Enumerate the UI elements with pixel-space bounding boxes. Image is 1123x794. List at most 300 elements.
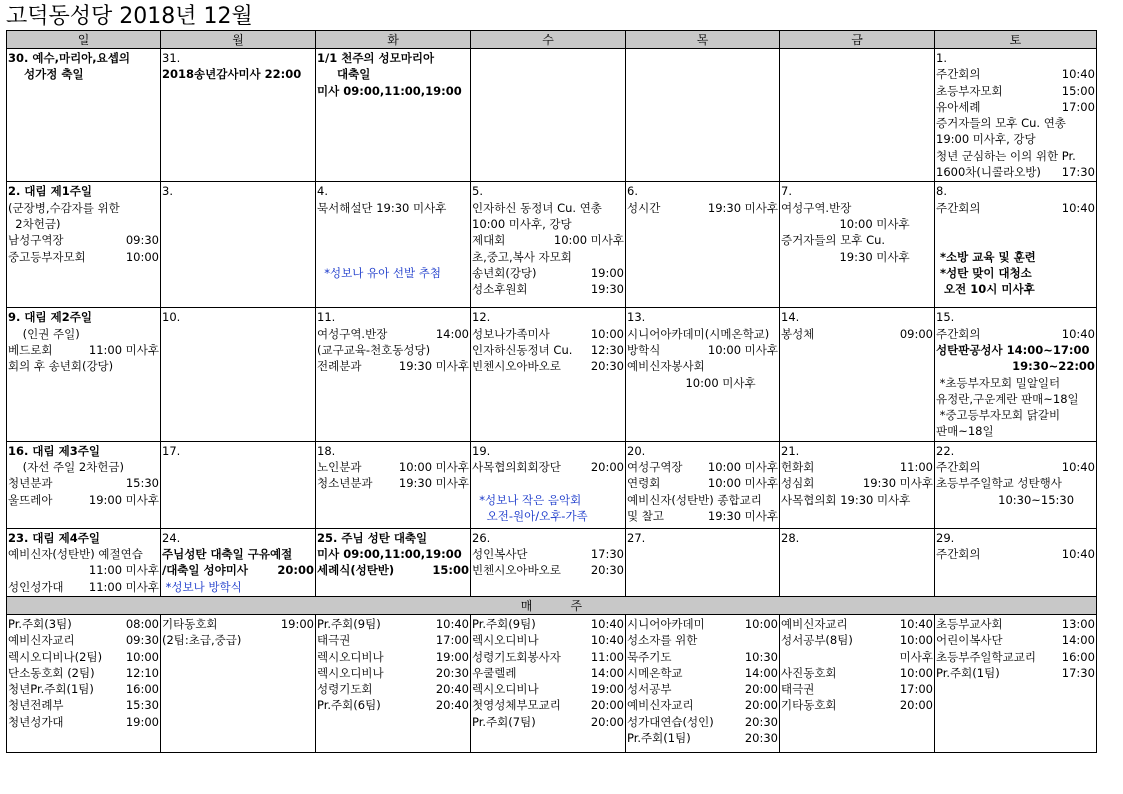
event-time: 09:00: [899, 326, 933, 341]
event-text: 28.: [781, 530, 800, 545]
event-time: 19:30 미사후: [398, 359, 469, 374]
day-cell: [780, 308, 935, 441]
event-line: [317, 697, 469, 713]
event-text: 9. 대림 제2주일: [8, 310, 92, 325]
day-cell: [935, 308, 1097, 441]
event-line: [8, 232, 159, 248]
event-time: 19:30: [590, 282, 624, 297]
event-line: [317, 183, 469, 199]
event-text: *성보나 방학식: [162, 579, 242, 594]
event-line: [472, 632, 624, 648]
event-line: [936, 443, 1095, 459]
event-text: 주간회의: [936, 67, 981, 82]
event-line: [8, 358, 159, 374]
event-line: [627, 309, 778, 325]
event-line: [162, 616, 314, 632]
event-text: 연령회: [627, 476, 661, 491]
event-text: 주간회의: [936, 547, 981, 562]
event-line: [8, 459, 159, 475]
event-time: 12:30: [590, 342, 624, 357]
event-time: 19:00: [280, 616, 314, 631]
event-time: 17:00: [899, 682, 933, 697]
event-line: [936, 164, 1095, 180]
event-line: [936, 649, 1095, 665]
weekly-cell: [471, 614, 626, 752]
day-cell: [935, 49, 1097, 182]
day-cell: [935, 441, 1097, 528]
event-text: 오전 10시 미사후: [936, 282, 1035, 297]
event-text: 렉시오디비나: [317, 665, 384, 680]
event-time: 19:00: [435, 649, 469, 664]
event-time: 19:30 미사후: [862, 476, 933, 491]
event-line: [627, 459, 778, 475]
event-text: Pr.주회(6팀): [317, 698, 381, 713]
event-text: 19:00 미사후, 강당: [936, 132, 1036, 147]
event-text: 렉시오디비나: [472, 682, 539, 697]
event-text: 판매~18일: [936, 424, 994, 439]
event-line: [317, 358, 469, 374]
event-line: [627, 492, 778, 508]
event-text: 인자하신동정녀 Cu.: [472, 342, 573, 357]
event-text: 울뜨레아: [8, 492, 53, 507]
event-time: 19:30 미사후: [398, 476, 469, 491]
event-line: [472, 200, 624, 216]
event-line: [627, 730, 778, 746]
event-time: 17:00: [435, 633, 469, 648]
event-time: 11:00: [899, 460, 933, 475]
event-time: 15:00: [1061, 83, 1095, 98]
event-text: 사목협의회회장단: [472, 460, 561, 475]
event-line: [936, 83, 1095, 99]
event-line: [936, 391, 1095, 407]
day-cell: [780, 182, 935, 308]
event-line: [472, 459, 624, 475]
event-time: 11:00 미사후: [88, 342, 159, 357]
event-line: [936, 375, 1095, 391]
event-line: [936, 309, 1095, 325]
week-row: [7, 528, 1097, 596]
event-line: [781, 443, 933, 459]
event-text: 10:30~15:30: [936, 492, 1075, 507]
event-text: 1.: [936, 51, 947, 65]
event-line: [627, 632, 778, 648]
event-time: 14:00: [435, 326, 469, 341]
event-line: [627, 649, 778, 665]
event-time: 16:00: [125, 682, 159, 697]
event-line: [317, 249, 469, 265]
event-line: [317, 546, 469, 562]
event-text: 31.: [162, 51, 181, 65]
event-text: 초,중고,복사 자모회: [472, 249, 572, 264]
event-text: (자선 주일 2차헌금): [8, 460, 124, 475]
event-text: 예비신자(성탄반) 예절연습: [8, 547, 143, 562]
event-text: 성령기도회: [317, 682, 373, 697]
event-text: 빈첸시오아바오로: [472, 563, 561, 578]
event-line: [8, 546, 159, 562]
event-text: 묵주기도: [627, 649, 672, 664]
day-cell: [316, 49, 471, 182]
event-line: [472, 309, 624, 325]
event-line: [472, 326, 624, 342]
event-line: [781, 459, 933, 475]
weekday-header: 화: [316, 31, 471, 49]
event-text: 유아세례: [936, 99, 981, 114]
event-line: [936, 459, 1095, 475]
event-text: 시니어아카데미: [627, 616, 705, 631]
event-line: [936, 326, 1095, 342]
day-cell: [626, 441, 780, 528]
event-line: [317, 342, 469, 358]
event-time: 17:30: [1061, 665, 1095, 680]
event-time: 12:10: [125, 665, 159, 680]
event-text: 예비신자(성탄반) 종합교리: [627, 492, 762, 507]
event-time: 10:40: [1061, 326, 1095, 341]
weekday-header-row: [7, 31, 1097, 49]
event-text: 29.: [936, 530, 955, 545]
event-line: [317, 66, 469, 82]
event-text: 10:00 미사후: [781, 216, 910, 231]
event-line: [627, 342, 778, 358]
event-line: [781, 632, 933, 648]
event-time: 20:00: [899, 698, 933, 713]
event-text: 주님성탄 대축일 구유예절: [162, 547, 293, 562]
weekday-header: 목: [626, 31, 780, 49]
event-text: 청년Pr.주회(1팀): [8, 682, 94, 697]
event-text: 성서공부: [627, 682, 672, 697]
event-time: 20:00: [277, 563, 314, 578]
event-text: 15.: [936, 310, 955, 325]
event-text: 17.: [162, 443, 181, 458]
event-line: [162, 183, 314, 199]
day-cell: [471, 308, 626, 441]
event-line: [8, 616, 159, 632]
event-line: [936, 530, 1095, 546]
day-cell: [471, 528, 626, 596]
event-text: *소방 교육 및 훈련: [936, 249, 1036, 264]
event-line: [317, 649, 469, 665]
event-text: 성가대연습(성인): [627, 714, 714, 729]
weekday-header: 일: [7, 31, 161, 49]
event-text: 초등부자모회: [936, 83, 1003, 98]
weekly-row: [7, 614, 1097, 752]
day-cell: [780, 49, 935, 182]
event-line: [8, 475, 159, 491]
event-line: [627, 665, 778, 681]
event-time: 10:00: [590, 326, 624, 341]
event-line: [936, 148, 1095, 164]
event-line: [472, 492, 624, 508]
event-line: [472, 530, 624, 546]
event-time: 14:00: [1061, 633, 1095, 648]
event-text: 성령기도회봉사자: [472, 649, 561, 664]
event-line: [936, 492, 1095, 508]
event-text: 청년성가대: [8, 714, 64, 729]
event-line: [8, 50, 159, 66]
event-text: 성소자를 위한: [627, 633, 698, 648]
event-time: 19:30 미사후: [707, 200, 778, 215]
event-text: 30. 예수,마리아,요셉의: [8, 51, 130, 65]
event-line: [8, 492, 159, 508]
event-line: [162, 66, 314, 82]
event-line: [936, 475, 1095, 491]
event-line: [472, 443, 624, 459]
event-line: [627, 681, 778, 697]
event-line: [781, 200, 933, 216]
event-line: [472, 358, 624, 374]
event-line: [781, 530, 933, 546]
event-text: 24.: [162, 530, 181, 545]
event-line: [162, 443, 314, 459]
event-text: 성인성가대: [8, 579, 64, 594]
weekday-header: 수: [471, 31, 626, 49]
event-line: [162, 632, 314, 648]
day-cell: [780, 441, 935, 528]
event-time: 20:00: [590, 460, 624, 475]
event-line: [472, 714, 624, 730]
event-line: [8, 649, 159, 665]
event-text: 방학식: [627, 342, 661, 357]
event-line: [8, 66, 159, 82]
event-time: 10:00 미사후: [707, 460, 778, 475]
calendar-table: [6, 30, 1097, 753]
day-cell: [7, 49, 161, 182]
event-time: 20:00: [590, 714, 624, 729]
day-cell: [471, 182, 626, 308]
day-cell: [7, 182, 161, 308]
event-line: [936, 665, 1095, 681]
event-time: 09:30: [125, 233, 159, 248]
event-line: [472, 216, 624, 232]
event-time: 20:30: [590, 563, 624, 578]
event-line: [317, 681, 469, 697]
event-time: 13:00: [1061, 616, 1095, 631]
event-time: 20:30: [590, 359, 624, 374]
event-text: 여성구역.반장: [781, 200, 852, 215]
event-line: [627, 697, 778, 713]
event-line: [936, 183, 1095, 199]
event-time: 10:00: [125, 649, 159, 664]
weekly-cell: [161, 614, 316, 752]
event-time: 11:00: [590, 649, 624, 664]
event-text: *성보나 유아 선발 추첨: [317, 265, 442, 280]
event-line: [781, 616, 933, 632]
event-line: [936, 546, 1095, 562]
event-line: [317, 616, 469, 632]
weekly-cell: [7, 614, 161, 752]
day-cell: [935, 182, 1097, 308]
event-line: [472, 508, 624, 524]
event-line: [8, 443, 159, 459]
event-time: 17:00: [1061, 99, 1095, 114]
event-text: 2. 대림 제1주일: [8, 184, 92, 199]
event-text: 중고등부자모회: [8, 249, 86, 264]
event-text: 13.: [627, 310, 646, 325]
event-text: 빈첸시오아바오로: [472, 359, 561, 374]
event-text: 기타동호회: [162, 616, 218, 631]
week-row: [7, 49, 1097, 182]
event-text: 6.: [627, 184, 638, 199]
event-line: [627, 475, 778, 491]
event-text: 2차헌금): [8, 216, 61, 231]
event-line: [317, 216, 469, 232]
day-cell: [316, 182, 471, 308]
event-text: 헌화회: [781, 460, 815, 475]
event-time: 10:40: [1061, 67, 1095, 82]
event-line: [8, 200, 159, 216]
day-cell: [7, 308, 161, 441]
weekday-header: 토: [935, 31, 1097, 49]
event-time: 20:00: [744, 698, 778, 713]
page-title: 고덕동성당 2018년 12월: [6, 4, 253, 29]
day-cell: [7, 441, 161, 528]
event-text: 청년전례부: [8, 698, 64, 713]
weekday-header: 월: [161, 31, 316, 49]
event-time: 10:00 미사후: [553, 233, 624, 248]
event-line: [781, 183, 933, 199]
event-text: 시니어아카데미(시메온학교): [627, 326, 770, 341]
event-line: [472, 562, 624, 578]
event-text: 성보나가족미사: [472, 326, 550, 341]
event-text: 렉시오디비나(2팀): [8, 649, 103, 664]
event-time: 10:40: [1061, 460, 1095, 475]
event-line: [627, 508, 778, 524]
event-text: /대축일 성야미사: [162, 563, 248, 578]
event-text: 사목협의회 19:30 미사후: [781, 492, 911, 507]
event-time: 20:30: [744, 714, 778, 729]
event-text: (인권 주일): [8, 326, 80, 341]
event-line: [8, 681, 159, 697]
event-line: [317, 265, 469, 281]
event-time: 14:00: [590, 665, 624, 680]
event-text: 단소동호회 (2팀): [8, 665, 95, 680]
event-text: Pr.주회(1팀): [627, 731, 691, 746]
event-text: 여성구역.반장: [317, 326, 388, 341]
event-time: 10:40: [1061, 200, 1095, 215]
event-line: [472, 265, 624, 281]
event-line: [936, 265, 1095, 281]
event-line: [936, 232, 1095, 248]
event-line: [781, 649, 933, 665]
event-line: [8, 249, 159, 265]
event-text: 21.: [781, 443, 800, 458]
weekday-header: 금: [780, 31, 935, 49]
day-cell: [935, 528, 1097, 596]
event-line: [781, 249, 933, 265]
event-text: 5.: [472, 184, 483, 199]
event-line: [781, 216, 933, 232]
event-text: 어린이복사단: [936, 633, 1003, 648]
event-text: 4.: [317, 184, 328, 199]
event-line: [781, 309, 933, 325]
event-time: 15:30: [125, 698, 159, 713]
event-text: Pr.주회(1팀): [936, 665, 1000, 680]
event-text: 22.: [936, 443, 955, 458]
event-text: 봉성체: [781, 326, 815, 341]
event-line: [472, 546, 624, 562]
event-text: 시메온학교: [627, 665, 683, 680]
event-time: 10:40: [435, 616, 469, 631]
event-text: 2018송년감사미사 22:00: [162, 67, 302, 82]
event-line: [162, 530, 314, 546]
event-text: 및 찰고: [627, 508, 664, 523]
event-text: 예비신자봉사회: [627, 359, 705, 374]
event-time: 19:00 미사후: [88, 492, 159, 507]
event-text: 예비신자교리: [627, 698, 694, 713]
event-text: 8.: [936, 184, 947, 199]
event-text: 10.: [162, 310, 181, 325]
event-text: (교구교육-천호동성당): [317, 342, 431, 357]
event-line: [8, 183, 159, 199]
event-time: 10:00 미사후: [707, 342, 778, 357]
event-line: [8, 562, 159, 578]
event-line: [936, 200, 1095, 216]
event-text: 1600차(니콜라오방): [936, 165, 1041, 180]
event-time: 17:30: [590, 547, 624, 562]
event-text: 태극권: [781, 682, 815, 697]
event-text: 제대회: [472, 233, 506, 248]
event-text: 23. 대림 제4주일: [8, 530, 100, 545]
event-line: [781, 232, 933, 248]
event-text: 7.: [781, 184, 792, 199]
event-line: [627, 714, 778, 730]
event-text: Pr.주회(3팀): [8, 616, 72, 631]
event-time: 10:00: [125, 249, 159, 264]
event-time: 20:00: [744, 682, 778, 697]
event-line: [8, 579, 159, 595]
event-time: 09:30: [125, 633, 159, 648]
event-line: [317, 326, 469, 342]
event-text: 18.: [317, 443, 336, 458]
event-line: [8, 216, 159, 232]
event-text: 성탄판공성사 14:00~17:00: [936, 342, 1090, 357]
event-line: [472, 649, 624, 665]
event-line: [8, 632, 159, 648]
event-text: 11.: [317, 310, 336, 325]
weekly-header: 매 주: [7, 596, 1097, 614]
event-line: [781, 665, 933, 681]
event-line: [317, 475, 469, 491]
event-line: [8, 342, 159, 358]
event-line: [781, 681, 933, 697]
event-line: [627, 183, 778, 199]
event-text: 전례분과: [317, 359, 362, 374]
event-time: 17:30: [1061, 165, 1095, 180]
event-line: [472, 665, 624, 681]
event-line: [936, 50, 1095, 66]
event-text: 주간회의: [936, 326, 981, 341]
event-text: 27.: [627, 530, 646, 545]
event-line: [317, 632, 469, 648]
event-line: [781, 475, 933, 491]
event-time: 10:00: [899, 633, 933, 648]
event-text: 25. 주님 성탄 대축일: [317, 530, 428, 545]
event-text: 10:00 미사후, 강당: [472, 216, 572, 231]
event-text: 주간회의: [936, 200, 981, 215]
event-text: 태극권: [317, 633, 351, 648]
event-line: [8, 309, 159, 325]
event-line: [472, 281, 624, 297]
day-cell: [161, 182, 316, 308]
event-time: 19:00: [590, 682, 624, 697]
event-line: [781, 492, 933, 508]
day-cell: [161, 49, 316, 182]
event-line: [627, 530, 778, 546]
event-line: [472, 249, 624, 265]
event-text: 12.: [472, 310, 491, 325]
event-time: 미사후: [899, 649, 933, 664]
event-text: 인자하신 동정녀 Cu. 연총: [472, 200, 602, 215]
event-text: 성시간: [627, 200, 661, 215]
